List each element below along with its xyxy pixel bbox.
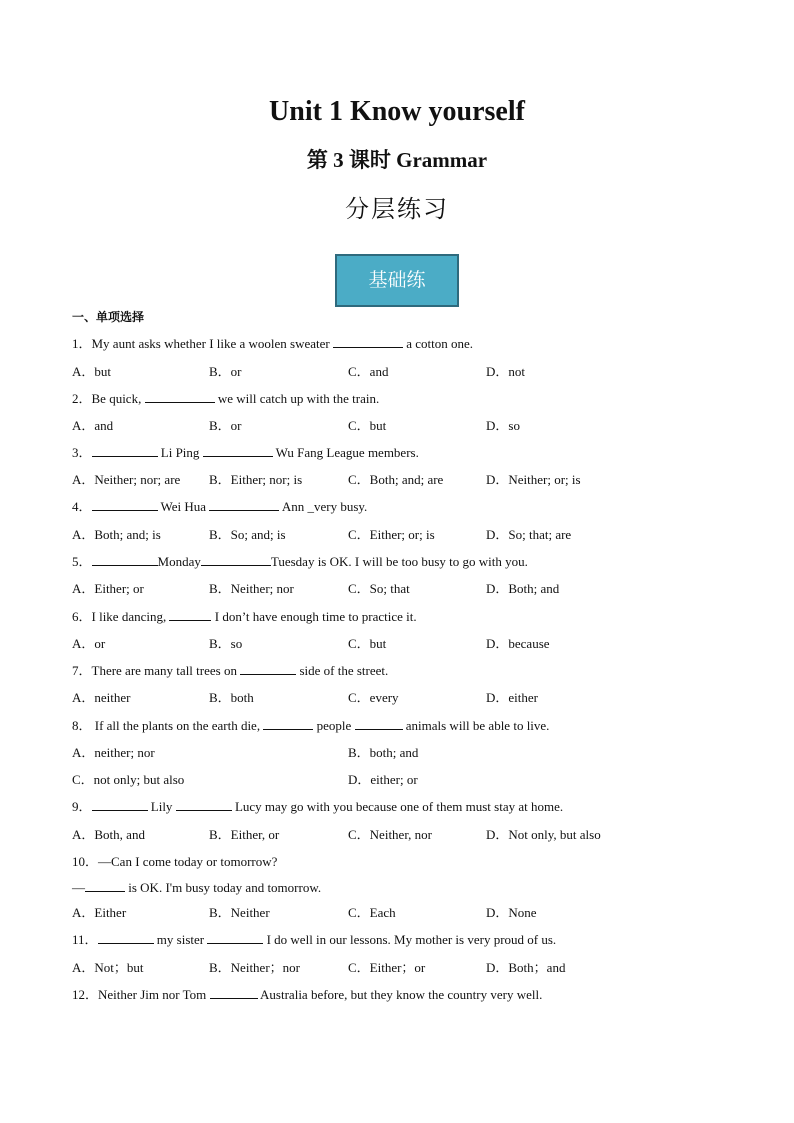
option: A．Either [72, 905, 127, 920]
option: D．None [486, 905, 537, 920]
option: D．Not only, but also [486, 827, 601, 842]
question-7: 7．There are many tall trees on side of the street. [72, 663, 389, 678]
option: C．So; that [348, 581, 410, 596]
section-title: 一、单项选择 [72, 310, 145, 324]
practice-subtitle: 分层练习 [345, 195, 449, 223]
question-3: 3． Li Ping Wu Fang League members. [72, 445, 419, 460]
option: D．So; that; are [486, 527, 572, 542]
question-12: 12．Neither Jim nor Tom Australia before, but they know the country very well. [72, 987, 543, 1002]
option: C．but [348, 636, 387, 651]
answer-blank [92, 498, 158, 511]
option: C．every [348, 690, 399, 705]
option: A．Either; or [72, 581, 144, 596]
answer-blank [240, 662, 296, 675]
option: A．Not；but [72, 960, 144, 975]
option: B．Either; nor; is [209, 472, 303, 487]
answer-blank [176, 798, 232, 811]
option: D．either; or [348, 772, 418, 787]
answer-blank [203, 444, 273, 457]
question-9: 9． Lily Lucy may go with you because one of them must stay at home. [72, 799, 564, 814]
option: B．Neither；nor [209, 960, 300, 975]
option: D．so [486, 418, 520, 433]
answer-blank [169, 608, 211, 621]
option: B．or [209, 418, 242, 433]
question-5: 5． Monday Tuesday is OK. I will be too busy to go with you. [72, 554, 528, 569]
option: D．not [486, 364, 526, 379]
option: A．but [72, 364, 112, 379]
option: C．and [348, 364, 389, 379]
question-10: 10．—Can I come today or tomorrow? [72, 854, 278, 869]
answer-blank [92, 444, 158, 457]
option: C．Either；or [348, 960, 426, 975]
option: A．or [72, 636, 106, 651]
option: C．but [348, 418, 387, 433]
lesson-subtitle: 第 3 课时 Grammar [306, 148, 488, 172]
answer-blank [85, 879, 125, 892]
option: A．Both; and; is [72, 527, 161, 542]
option: C．Neither, nor [348, 827, 432, 842]
answer-blank [355, 717, 403, 730]
answer-blank [207, 931, 263, 944]
question-11: 11． my sister I do well in our lessons. My mother is very proud of us. [72, 932, 557, 947]
answer-blank [98, 931, 154, 944]
option: D．either [486, 690, 538, 705]
option: B．Neither; nor [209, 581, 294, 596]
option: D．Neither; or; is [486, 472, 581, 487]
option: B．both [209, 690, 254, 705]
option: C．not only; but also [72, 772, 185, 787]
answer-blank [209, 498, 279, 511]
page-title: Unit 1 Know yourself [269, 96, 525, 127]
option: A．Both, and [72, 827, 145, 842]
answer-blank [210, 986, 258, 999]
question-8: 8． If all the plants on the earth die, people animals will be able to live. [72, 718, 550, 733]
question-2: 2．Be quick, we will catch up with the train. [72, 391, 380, 406]
question-4: 4． Wei Hua Ann _very busy. [72, 499, 368, 514]
question-6: 6．I like dancing, I don’t have enough time to practice it. [72, 609, 417, 624]
option: A．neither [72, 690, 131, 705]
level-badge: 基础练 [335, 254, 459, 307]
option: D．Both；and [486, 960, 566, 975]
option: A．Neither; nor; are [72, 472, 181, 487]
option: B．So; and; is [209, 527, 286, 542]
option: B．or [209, 364, 242, 379]
answer-blank [201, 553, 271, 566]
answer-blank [92, 798, 148, 811]
question-10-reply: — is OK. I'm busy today and tomorrow. [72, 880, 322, 895]
option: B．Neither [209, 905, 270, 920]
answer-blank [145, 390, 215, 403]
answer-blank [92, 553, 158, 566]
option: A．neither; nor [72, 745, 155, 760]
option: D．Both; and [486, 581, 560, 596]
option: D．because [486, 636, 550, 651]
answer-blank [263, 717, 313, 730]
option: B．both; and [348, 745, 419, 760]
question-1: 1．My aunt asks whether I like a woolen sweater a cotton one. [72, 336, 474, 351]
option: B．so [209, 636, 243, 651]
option: A．and [72, 418, 114, 433]
option: C．Either; or; is [348, 527, 435, 542]
answer-blank [333, 335, 403, 348]
option: C．Each [348, 905, 396, 920]
option: C．Both; and; are [348, 472, 444, 487]
option: B．Either, or [209, 827, 280, 842]
